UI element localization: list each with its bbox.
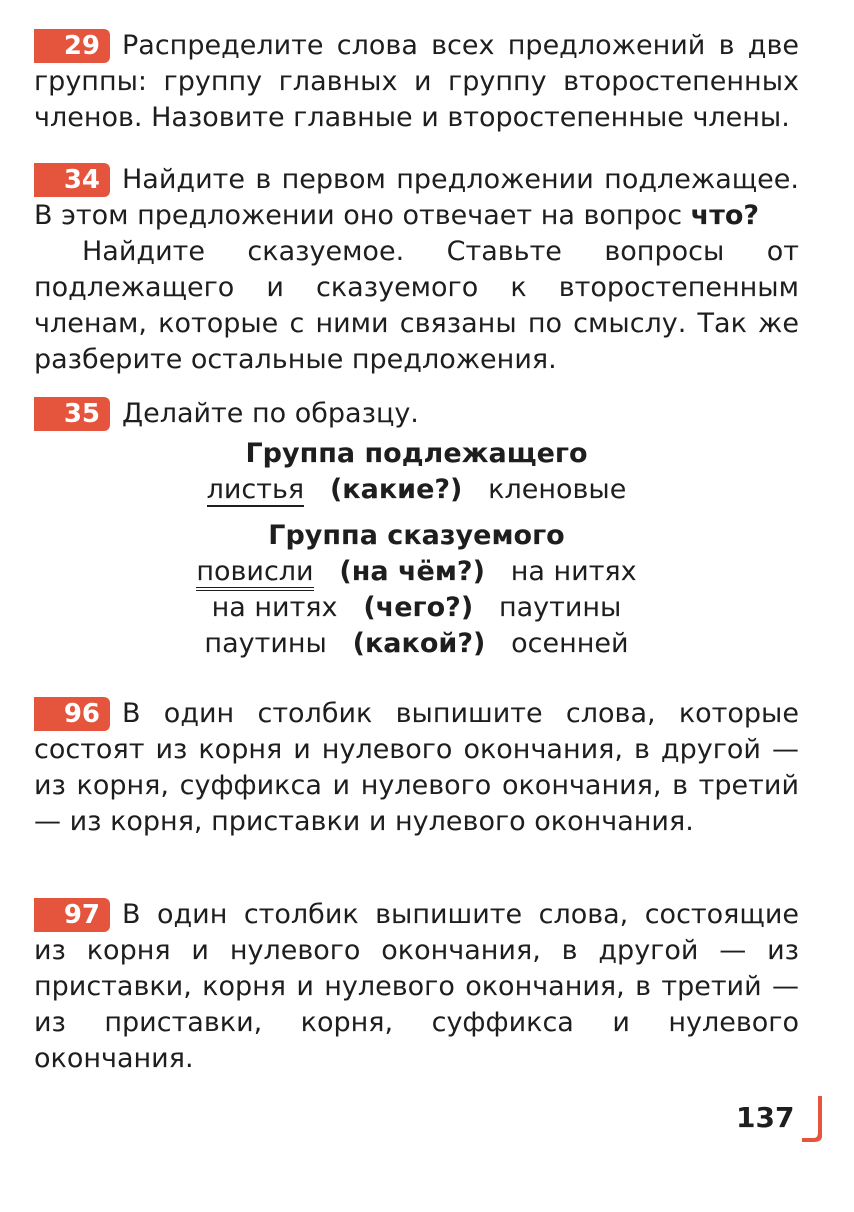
exercise-34	[34, 162, 799, 378]
predicate-word: повисли	[196, 556, 313, 591]
predicate-dependent: паутины	[498, 592, 622, 623]
exercise-97	[34, 897, 799, 1077]
predicate-group-row	[34, 554, 799, 590]
exercise-35-paragraph	[34, 396, 799, 432]
page-number: 137	[736, 1101, 795, 1134]
exercise-97-text: В один столбик выпишите слова, состоящие из корня и нулевого окончания, в другой — из приставки, корня и нулевого окончания, в третий — из приставки, корня, суффикса и нулевого окончания.	[34, 899, 799, 1074]
exercise-97-paragraph	[34, 897, 799, 1077]
exercise-34-paragraph-1	[34, 162, 799, 234]
exercise-96-paragraph	[34, 696, 799, 840]
exercise-96	[34, 696, 799, 840]
exercise-35-text: Делайте по образцу.	[122, 398, 419, 429]
exercise-96-text: В один столбик выпишите слова, которые состоят из корня и нулевого окончания, в другой — из корня, суффикса и нулевого окончания, в третий — из корня, приставки и нулевого окончания.	[34, 698, 799, 837]
predicate-question: (на чём?)	[339, 556, 485, 587]
predicate-question: (какой?)	[352, 628, 486, 659]
exercise-number-badge: 29	[34, 29, 110, 63]
exercise-29-text: Распределите слова всех предложений в две группы: группу главных и группу второстепенных членов. Назовите главные и второстепенные члены.	[34, 30, 799, 133]
exercise-35	[34, 396, 799, 662]
predicate-word: на нитях	[211, 592, 338, 623]
predicate-question: (чего?)	[363, 592, 474, 623]
predicate-dependent: осенней	[511, 628, 629, 659]
subject-dependent: кленовые	[488, 474, 627, 505]
exercise-number-badge: 35	[34, 397, 110, 431]
subject-group-row	[34, 472, 799, 508]
predicate-group-heading: Группа сказуемого	[268, 520, 565, 551]
subject-word: листья	[206, 474, 305, 505]
predicate-dependent: на нитях	[510, 556, 637, 587]
predicate-group-row	[34, 590, 799, 626]
sample-analysis	[34, 436, 799, 662]
exercise-29-paragraph	[34, 28, 799, 136]
subject-group-heading: Группа подлежащего	[245, 438, 588, 469]
exercise-34-question-word: что?	[690, 200, 760, 231]
predicate-word: паутины	[204, 628, 327, 659]
exercise-29	[34, 28, 799, 136]
predicate-group-row	[34, 626, 799, 662]
exercise-34-text: Найдите в первом предложении подлежащее. В этом предложении оно отвечает на вопрос	[34, 164, 799, 231]
page-corner-icon	[802, 1096, 824, 1144]
subject-question: (какие?)	[329, 474, 463, 505]
exercise-number-badge: 97	[34, 898, 110, 932]
exercise-number-badge: 96	[34, 697, 110, 731]
exercise-number-badge: 34	[34, 163, 110, 197]
exercise-34-paragraph-2: Найдите сказуемое. Ставьте вопросы от подлежащего и сказуемого к второстепенным членам, которые с ними связаны по смыслу. Так же разберите остальные предложения.	[34, 236, 799, 375]
